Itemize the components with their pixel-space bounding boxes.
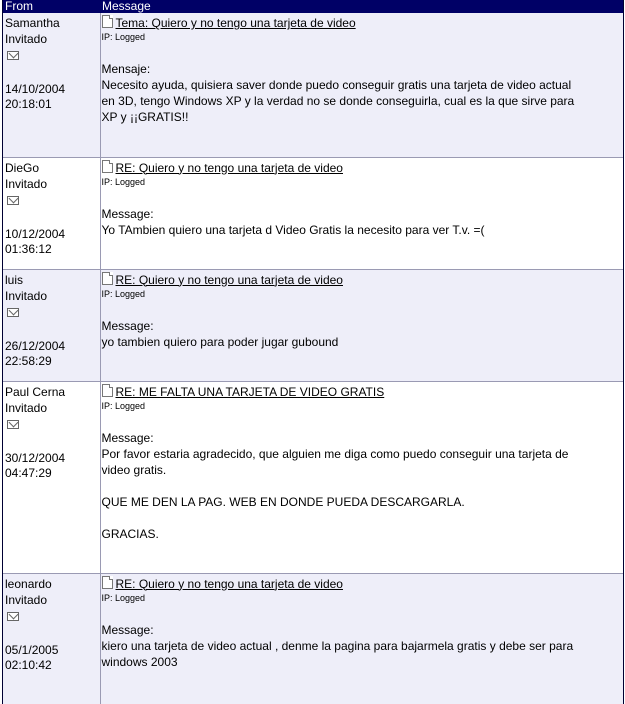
from-column-header: From bbox=[3, 0, 100, 13]
post-time: 20:18:01 bbox=[5, 97, 52, 111]
document-icon bbox=[102, 160, 113, 173]
email-icon[interactable] bbox=[7, 612, 19, 621]
post-time: 02:10:42 bbox=[5, 657, 52, 672]
email-icon[interactable] bbox=[7, 196, 19, 205]
author-status: Invitado bbox=[5, 592, 48, 607]
message-body: kiero una tarjeta de video actual , denme la pagina para bajarmela gratis y debe ser para windows 2003 bbox=[101, 638, 574, 669]
post-date: 14/10/2004 bbox=[5, 82, 66, 96]
post-row bbox=[3, 157, 623, 269]
message-label: Message: bbox=[101, 430, 154, 445]
author-name: Samantha bbox=[5, 16, 60, 30]
message-label: Mensaje: bbox=[101, 62, 151, 76]
document-icon bbox=[102, 576, 113, 589]
post-time: 22:58:29 bbox=[5, 353, 52, 368]
document-icon bbox=[102, 15, 113, 28]
post-subject-link[interactable]: RE: Quiero y no tengo una tarjeta de video bbox=[115, 272, 343, 287]
post-subject-link[interactable]: RE: Quiero y no tengo una tarjeta de video bbox=[115, 576, 343, 591]
author-cell bbox=[3, 573, 100, 704]
email-icon[interactable] bbox=[7, 308, 19, 317]
author-status: Invitado bbox=[5, 32, 48, 46]
message-cell bbox=[100, 381, 623, 573]
author-status: Invitado bbox=[5, 176, 48, 191]
posts-table bbox=[3, 0, 623, 704]
post-date: 05/1/2005 bbox=[5, 642, 59, 657]
document-icon bbox=[102, 384, 113, 397]
message-column-header: Message bbox=[100, 0, 623, 13]
post-time: 01:36:12 bbox=[5, 241, 52, 256]
ip-logged: IP: Logged bbox=[101, 32, 146, 42]
ip-logged: IP: Logged bbox=[101, 400, 146, 411]
author-name: luis bbox=[5, 272, 24, 287]
author-name: DieGo bbox=[5, 160, 40, 175]
header-row bbox=[3, 0, 623, 13]
post-date: 30/12/2004 bbox=[5, 450, 66, 465]
document-icon bbox=[102, 272, 113, 285]
message-body: yo tambien quiero para poder jugar gubound bbox=[101, 334, 339, 349]
email-icon[interactable] bbox=[7, 51, 19, 60]
author-cell bbox=[3, 13, 100, 157]
post-row bbox=[3, 381, 623, 573]
forum-thread bbox=[2, 0, 624, 704]
message-cell bbox=[100, 157, 623, 269]
ip-logged: IP: Logged bbox=[101, 592, 146, 603]
message-body: Necesito ayuda, quisiera saver donde puedo conseguir gratis una tarjeta de video actual en 3D, tengo Windows XP y la verdad no se donde conseguirla, cual es la que sirve para XP y ¡¡GRATIS!! bbox=[101, 78, 575, 124]
message-label: Message: bbox=[101, 622, 154, 637]
author-cell bbox=[3, 269, 100, 381]
ip-logged: IP: Logged bbox=[101, 288, 146, 299]
author-name: Paul Cerna bbox=[5, 384, 66, 399]
post-row bbox=[3, 269, 623, 381]
post-subject-link[interactable]: RE: ME FALTA UNA TARJETA DE VIDEO GRATIS bbox=[115, 384, 385, 399]
message-body: Por favor estaria agradecido, que alguien me diga como puedo conseguir una tarjeta de video gratis. QUE ME DEN LA PAG. WEB EN DONDE PUEDA DESCARGARLA. GRACIAS. bbox=[101, 446, 569, 541]
author-name: leonardo bbox=[5, 576, 52, 591]
post-time: 04:47:29 bbox=[5, 465, 52, 480]
message-cell bbox=[100, 13, 623, 157]
post-row bbox=[3, 13, 623, 157]
post-subject-link[interactable]: Tema: Quiero y no tengo una tarjeta de video bbox=[115, 16, 356, 30]
email-icon[interactable] bbox=[7, 420, 19, 429]
message-cell bbox=[100, 573, 623, 704]
message-label: Message: bbox=[101, 206, 154, 221]
message-label: Message: bbox=[101, 318, 154, 333]
post-row bbox=[3, 573, 623, 704]
message-body: Yo TAmbien quiero una tarjeta d Video Gratis la necesito para ver T.v. =( bbox=[101, 222, 485, 237]
post-subject-link[interactable]: RE: Quiero y no tengo una tarjeta de video bbox=[115, 160, 343, 175]
author-status: Invitado bbox=[5, 400, 48, 415]
author-status: Invitado bbox=[5, 288, 48, 303]
post-date: 10/12/2004 bbox=[5, 226, 66, 241]
post-date: 26/12/2004 bbox=[5, 338, 66, 353]
author-cell bbox=[3, 381, 100, 573]
message-cell bbox=[100, 269, 623, 381]
ip-logged: IP: Logged bbox=[101, 176, 146, 187]
author-cell bbox=[3, 157, 100, 269]
